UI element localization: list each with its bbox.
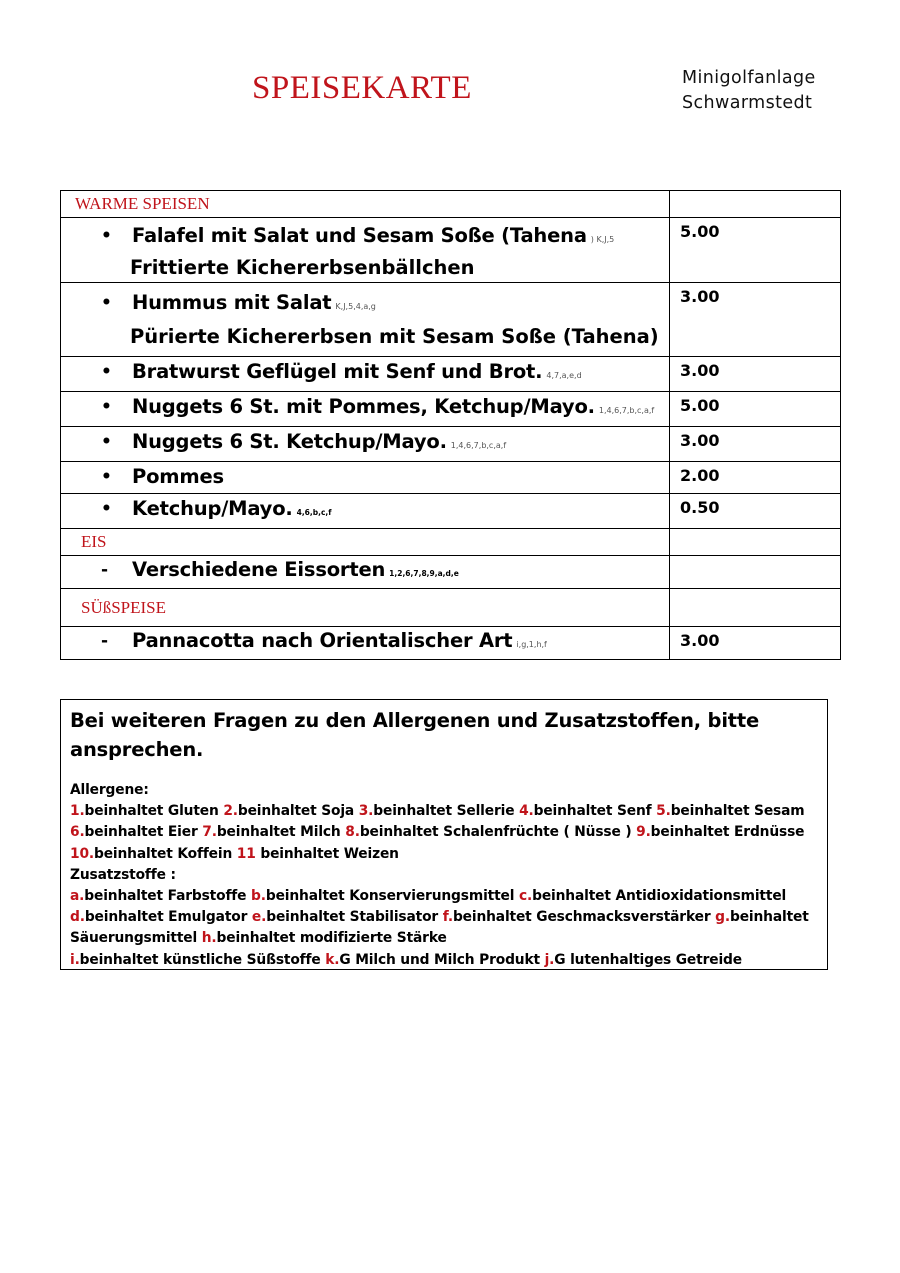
bullet-icon: •	[101, 226, 112, 246]
menu-row	[61, 283, 841, 357]
item-price: 2.00	[680, 466, 720, 485]
menu-row	[61, 357, 841, 392]
menu-row	[61, 556, 841, 589]
item-name: Bratwurst Geflügel mit Senf und Brot.	[132, 360, 543, 383]
legend	[70, 780, 819, 971]
item-price: 3.00	[680, 287, 720, 306]
item-price: 5.00	[680, 222, 720, 241]
menu-row	[61, 427, 841, 462]
allergen-codes: 1,4,6,7,b,c,a,f	[450, 441, 507, 450]
venue-line-1: Minigolfanlage	[682, 68, 816, 88]
item-price: 3.00	[680, 431, 720, 450]
item-name: Pommes	[132, 465, 224, 488]
menu-row	[61, 392, 841, 427]
item-description: Frittierte Kichererbsenbällchen	[130, 256, 475, 279]
item-name: Falafel mit Salat und Sesam Soße (Tahena	[132, 224, 587, 247]
bullet-icon: •	[101, 467, 112, 487]
allergen-codes: 1,4,6,7,b,c,a,f	[598, 406, 655, 415]
dash-marker: -	[101, 631, 109, 651]
allergen-codes: 4,6,b,c,f	[296, 508, 332, 517]
category-dessert: SÜßSPEISE	[61, 589, 670, 627]
legend-line: 1.beinhaltet Gluten 2.beinhaltet Soja 3.beinhaltet Sellerie 4.beinhaltet Senf 5.beinhaltet Sesam	[70, 803, 805, 820]
legend-line: i.beinhaltet künstliche Süßstoffe k.G Milch und Milch Produkt j.G lutenhaltiges Getreide	[70, 951, 742, 968]
item-name: Verschiedene Eissorten	[132, 558, 386, 581]
item-name: Hummus mit Salat	[132, 291, 332, 314]
menu-row	[61, 494, 841, 529]
bullet-icon: •	[101, 397, 112, 417]
menu-table	[60, 190, 841, 660]
category-ice: EIS	[61, 529, 670, 556]
allergen-codes: 4,7,a,e,d	[546, 371, 582, 380]
additives-label: Zusatzstoffe :	[70, 866, 176, 883]
item-description: Pürierte Kichererbsen mit Sesam Soße (Tahena)	[130, 325, 659, 348]
allergen-codes: 1,2,6,7,8,9,a,d,e	[389, 569, 459, 578]
page-title: SPEISEKARTE	[252, 70, 472, 106]
item-name: Nuggets 6 St. mit Pommes, Ketchup/Mayo.	[132, 395, 595, 418]
bullet-icon: •	[101, 499, 112, 519]
allergen-codes: i,g,1,h,f	[516, 640, 547, 649]
bullet-icon: •	[101, 432, 112, 452]
item-name: Nuggets 6 St. Ketchup/Mayo.	[132, 430, 447, 453]
allergens-label: Allergene:	[70, 782, 149, 798]
item-price	[670, 556, 840, 560]
menu-row	[61, 462, 841, 494]
allergen-codes: K,J,5,4,a,g	[335, 302, 376, 311]
bullet-icon: •	[101, 362, 112, 382]
allergen-codes: ) K,J,5	[590, 235, 615, 244]
menu-row	[61, 218, 841, 283]
legend-line: 6.beinhaltet Eier 7.beinhaltet Milch 8.beinhaltet Schalenfrüchte ( Nüsse ) 9.beinhaltet Erdnüsse	[70, 824, 805, 841]
dash-marker: -	[101, 560, 109, 580]
legend-line: Säuerungsmittel h.beinhaltet modifizierte Stärke	[70, 930, 447, 947]
item-name: Ketchup/Mayo.	[132, 497, 293, 520]
info-heading: Bei weiteren Fragen zu den Allergenen und Zusatzstoffen, bitte ansprechen.	[70, 709, 760, 761]
venue-line-2: Schwarmstedt	[682, 93, 813, 113]
item-price: 5.00	[680, 396, 720, 415]
bullet-icon: •	[101, 293, 112, 313]
category-warm: WARME SPEISEN	[61, 191, 670, 218]
legend-line: a.beinhaltet Farbstoffe b.beinhaltet Konservierungsmittel c.beinhaltet Antidioxidationsmittel	[70, 888, 787, 905]
legend-line: 10.beinhaltet Koffein 11 beinhaltet Weizen	[70, 845, 399, 862]
item-name: Pannacotta nach Orientalischer Art	[132, 629, 513, 652]
item-price: 3.00	[680, 631, 720, 650]
venue-name	[682, 66, 816, 116]
item-price: 3.00	[680, 361, 720, 380]
legend-line: d.beinhaltet Emulgator e.beinhaltet Stabilisator f.beinhaltet Geschmacksverstärker g.beinhaltet	[70, 909, 809, 926]
allergen-info-box	[60, 699, 828, 970]
item-price: 0.50	[680, 498, 720, 517]
menu-row	[61, 627, 841, 660]
